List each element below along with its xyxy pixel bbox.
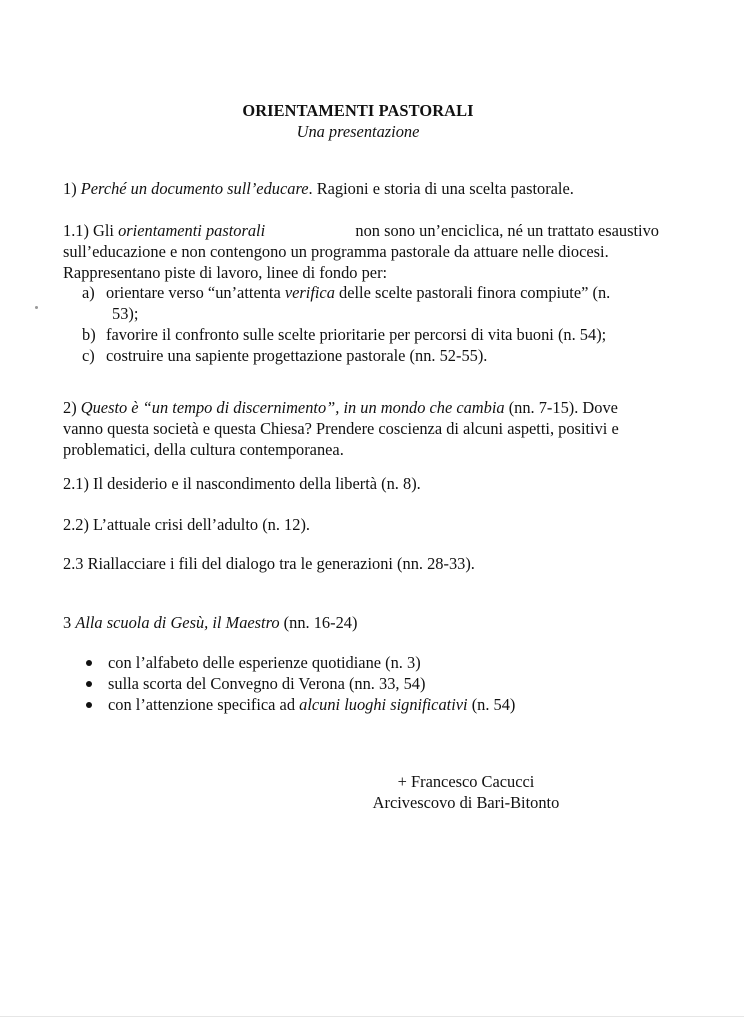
section-2-3: 2.3 Riallacciare i fili del dialogo tra le generazioni (nn. 28-33). — [63, 554, 475, 573]
section-1-1-paragraph — [63, 220, 659, 283]
section-2-italic-title: Questo è “un tempo di discernimento”, in un mondo che cambia — [80, 398, 505, 417]
section-2-number: 2) — [63, 398, 77, 417]
list-item-a — [82, 282, 682, 324]
section-3-heading — [63, 612, 659, 633]
section-1-heading — [63, 178, 659, 199]
scan-speck — [35, 306, 38, 309]
section-2-1: 2.1) Il desiderio e il nascondimento della libertà (n. 8). — [63, 474, 421, 493]
document-title: ORIENTAMENTI PASTORALI — [242, 101, 474, 120]
list-item-a-continuation: 53); — [112, 304, 139, 323]
list-item-c-text: costruire una sapiente progettazione pastorale (nn. 52-55). — [106, 346, 488, 365]
signature-role: Arcivescovo di Bari-Bitonto — [372, 793, 560, 812]
document-header — [0, 101, 716, 142]
list-marker-c: c) — [82, 346, 95, 365]
section-1-rest: . Ragioni e storia di una scelta pastorale. — [308, 179, 574, 198]
section-1-1-list — [82, 282, 682, 366]
list-item-c — [82, 345, 682, 366]
section-1-1-line-3: Rappresentano piste di lavoro, linee di fondo per: — [63, 263, 388, 282]
section-1-number: 1) — [63, 179, 77, 198]
list-item-b — [82, 324, 682, 345]
section-1-italic-title: Perché un documento sull’educare — [80, 179, 309, 198]
section-1-1-line-1-rest: non sono un’enciclica, né un trattato esaustivo — [355, 221, 659, 240]
section-2-line-3: problematici, della cultura contemporanea. — [63, 440, 344, 459]
list-item-a-italic: verifica — [284, 283, 335, 302]
list-item-a-pre: orientare verso “un’attenta — [106, 283, 285, 302]
bullet-item-text: sulla scorta del Convegno di Verona (nn. 33, 54) — [108, 674, 426, 693]
section-3-number: 3 — [63, 613, 72, 632]
bullet-icon — [86, 702, 92, 708]
bullet-item-text: con l’alfabeto delle esperienze quotidiane (n. 3) — [108, 653, 421, 672]
bullet-item — [84, 694, 684, 715]
list-marker-b: b) — [82, 325, 96, 344]
section-1-1-line-1 — [63, 220, 659, 241]
bullet-item — [84, 673, 684, 694]
section-2-2: 2.2) L’attuale crisi dell’adulto (n. 12). — [63, 515, 311, 534]
section-1-1-italic: orientamenti pastorali — [118, 221, 266, 240]
bullet-icon — [86, 660, 92, 666]
signature-name: + Francesco Cacucci — [397, 772, 535, 791]
bullet-item — [84, 652, 684, 673]
list-item-b-text: favorire il confronto sulle scelte prioritarie per percorsi di vita buoni (n. 54); — [106, 325, 607, 344]
scan-edge-line — [0, 1016, 744, 1017]
bullet-item-italic: alcuni luoghi significativi — [299, 695, 468, 714]
bullet-icon — [86, 681, 92, 687]
section-1-1-line-2: sull’educazione e non contengono un programma pastorale da attuare nelle diocesi. — [63, 242, 609, 261]
section-2-line-2: vanno questa società e questa Chiesa? Prendere coscienza di alcuni aspetti, positivi e — [63, 419, 619, 438]
list-marker-a: a) — [82, 283, 95, 302]
list-item-a-post: delle scelte pastorali finora compiute” (n. — [334, 283, 611, 302]
bullet-item-post: (n. 54) — [467, 695, 516, 714]
section-2-line-1 — [63, 397, 659, 418]
section-3-bullet-list — [84, 652, 684, 715]
section-3-rest: (nn. 16-24) — [279, 613, 358, 632]
bullet-item-pre: con l’attenzione specifica ad — [108, 695, 300, 714]
section-2-line-1-rest: (nn. 7-15). Dove — [504, 398, 618, 417]
document-subtitle: Una presentazione — [296, 122, 420, 141]
section-3-italic-title: Alla scuola di Gesù, il Maestro — [75, 613, 280, 632]
signature-block — [366, 771, 566, 813]
section-2-paragraph — [63, 397, 659, 460]
section-1-1-prefix: 1.1) Gli — [63, 221, 119, 240]
